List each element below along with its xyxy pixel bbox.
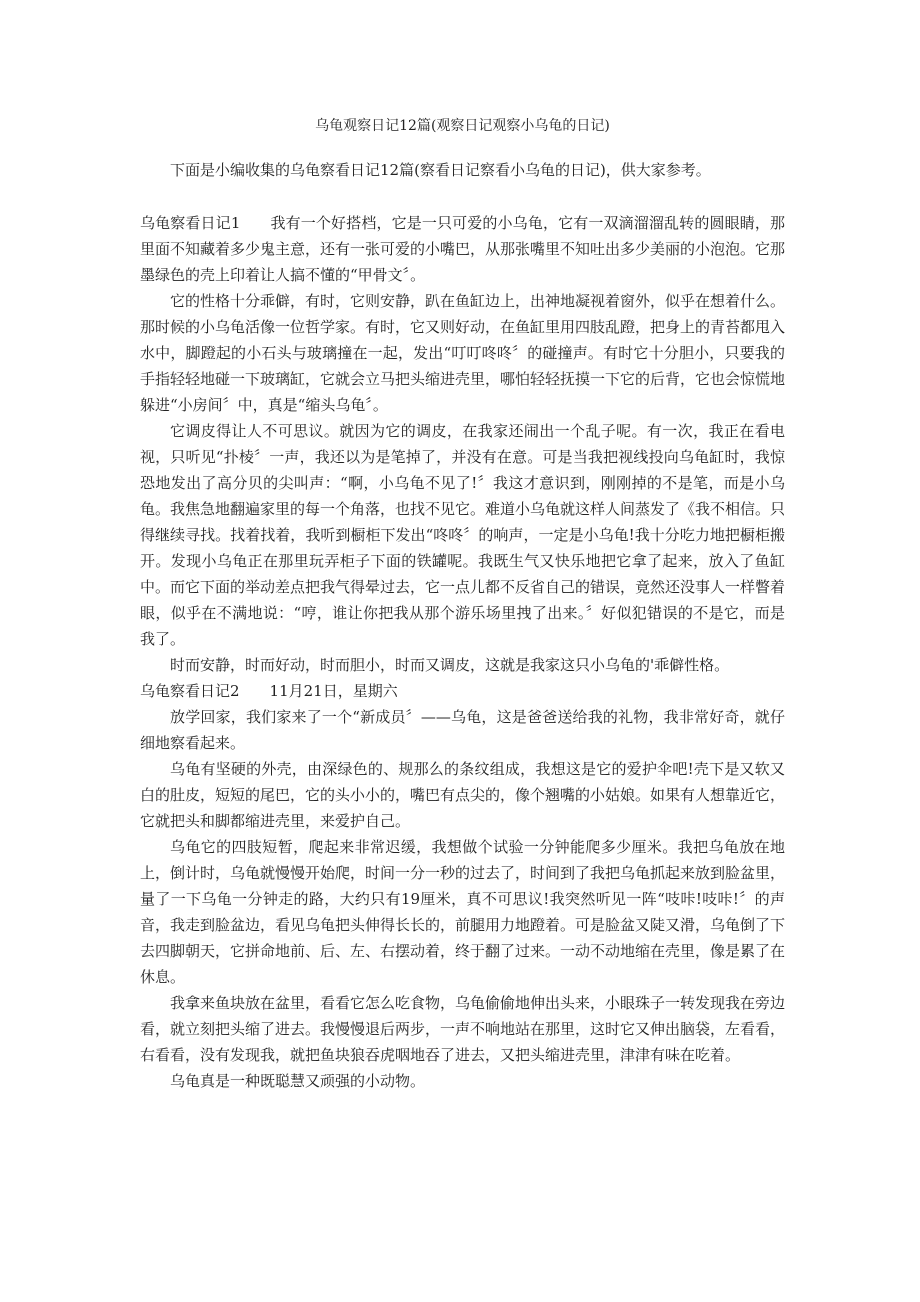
- entry-2-date: 11月21日，星期六: [269, 682, 398, 700]
- document-body: [140, 210, 785, 1094]
- entry-2-paragraph: 乌龟真是一种既聪慧又顽强的小动物。: [170, 1072, 426, 1090]
- entry-2-heading: [140, 678, 785, 704]
- entry-1-label: 乌龟察看日记1: [140, 214, 241, 232]
- entry-1-paragraph: 它的性格十分乖僻，有时，它则安静，趴在鱼缸边上，出神地凝视着窗外，似乎在想着什么。那时候的小乌龟活像一位哲学家。有时，它又则好动，在鱼缸里用四肢乱蹬，把身上的青苔都甩入水中，脚蹬起的小石头与玻璃撞在一起，发出“叮叮咚咚〞的碰撞声。有时它十分胆小，只要我的手指轻轻地碰一下玻璃缸，它就会立马把头缩进壳里，哪怕轻轻抚摸一下它的后背，它也会惊慌地躲进“小房间〞中，真是“缩头乌龟〞。: [140, 292, 786, 414]
- entry-2-label: 乌龟察看日记2: [140, 682, 240, 700]
- entry-1-first-paragraph: [140, 210, 785, 288]
- entry-2-paragraph: 乌龟它的四肢短暂，爬起来非常迟缓，我想做个试验一分钟能爬多少厘米。我把乌龟放在地上，倒计时，乌龟就慢慢开始爬，时间一分一秒的过去了，时间到了我把乌龟抓起来放到脸盆里，量了一下乌龟一分钟走的路，大约只有19厘米，真不可思议!我突然听见一阵“吱咔!吱咔!〞的声音，我走到脸盆边，看见乌龟把头伸得长长的，前腿用力地蹬着。可是脸盆又陡又滑，乌龟倒了下去四脚朝天，它拼命地前、后、左、右摆动着，终于翻了过来。一动不动地缩在壳里，像是累了在休息。: [140, 838, 786, 986]
- document-page: [140, 0, 785, 1302]
- intro-paragraph: 下面是小编收集的乌龟察看日记12篇(察看日记察看小乌龟的日记)，供大家参考。: [170, 161, 711, 179]
- document-title: 乌龟观察日记12篇(观察日记观察小乌龟的日记): [315, 118, 610, 134]
- entry-1-paragraph: 它调皮得让人不可思议。就因为它的调皮，在我家还闹出一个乱子呢。有一次，我正在看电视，只听见“扑棱〞一声，我还以为是笔掉了，并没有在意。可是当我把视线投向乌龟缸时，我惊恐地发出了高分贝的尖叫声：“啊，小乌龟不见了!〞我这才意识到，刚刚掉的不是笔，而是小乌龟。我焦急地翻遍家里的每一个角落，也找不见它。难道小乌龟就这样人间蒸发了《我不相信。只得继续寻找。找着找着，我听到橱柜下发出“咚咚〞的响声，一定是小乌龟!我十分吃力地把橱柜搬开。发现小乌龟正在那里玩弄柜子下面的铁罐呢。我既生气又快乐地把它拿了起来，放入了鱼缸中。而它下面的举动差点把我气得晕过去，它一点儿都不反省自己的错误，竟然还没事人一样瞥着眼，似乎在不满地说：“哼，谁让你把我从那个游乐场里拽了出来。〞好似犯错误的不是它，而是我了。: [140, 422, 786, 648]
- entry-2-paragraph: 乌龟有坚硬的外壳，由深绿色的、规那么的条纹组成，我想这是它的爱护伞吧!壳下是又软又白的肚皮，短短的尾巴，它的头小小的，嘴巴有点尖的，像个翘嘴的小姑娘。如果有人想靠近它，它就把头和脚都缩进壳里，来爱护自己。: [140, 760, 786, 830]
- entry-2-paragraph: 我拿来鱼块放在盆里，看看它怎么吃食物，乌龟偷偷地伸出头来，小眼珠子一转发现我在旁边看，就立刻把头缩了进去。我慢慢退后两步，一声不响地站在那里，这时它又伸出脑袋，左看看，右看看，没有发现我，就把鱼块狼吞虎咽地吞了进去，又把头缩进壳里，津津有味在吃着。: [140, 994, 786, 1064]
- entry-1-paragraph: 时而安静，时而好动，时而胆小，时而又调皮，这就是我家这只小乌龟的'乖僻性格。: [170, 656, 730, 674]
- entry-2-paragraph: 放学回家，我们家来了一个“新成员〞——乌龟，这是爸爸送给我的礼物，我非常好奇，就仔细地察看起来。: [140, 708, 785, 752]
- entry-1-first-text: 我有一个好搭档，它是一只可爱的小乌龟，它有一双滴溜溜乱转的圆眼睛，那里面不知藏着多少鬼主意，还有一张可爱的小嘴巴，从那张嘴里不知吐出多少美丽的小泡泡。它那墨绿色的壳上印着让人搞不懂的“甲骨文〞。: [140, 214, 786, 284]
